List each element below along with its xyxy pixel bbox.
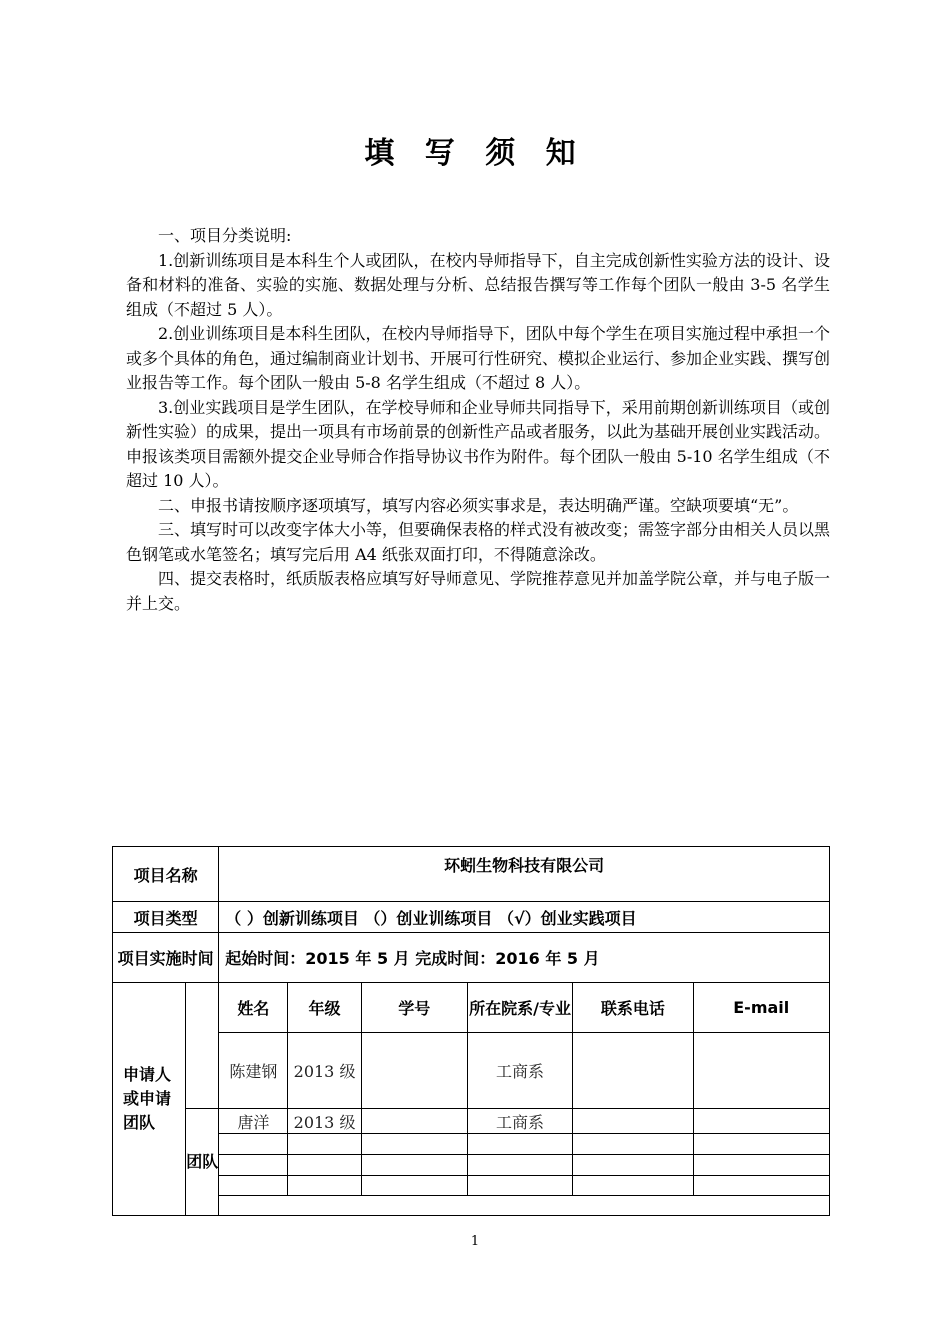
member-department: 工商系 (467, 1109, 572, 1134)
instruction-item: 三、填写时可以改变字体大小等，但要确保表格的样式没有被改变；需签字部分由相关人员以黑色钢笔或水笔签名；填写完后用 A4 纸张双面打印，不得随意涂改。 (126, 520, 831, 564)
member-email (693, 1109, 829, 1134)
instruction-item: 3.创业实践项目是学生团队，在学校导师和企业导师共同指导下，采用前期创新训练项目（或创新性实验）的成果，提出一项具有市场前景的创新性产品或者服务，以此为基础开展创业实践活动。申报该类项目需额外提交企业导师合作指导协议书作为附件。每个团队一般由 5-10 名学生组成（不超过 10 人）。 (126, 397, 831, 490)
project-type-label: 项目类型 (113, 902, 219, 933)
instruction-item: 2.创业训练项目是本科生团队，在校内导师指导下，团队中每个学生在项目实施过程中承担一个或多个具体的角色，通过编制商业计划书、开展可行性研究、模拟企业运行、参加企业实践、撰写创业报告等工作。每个团队一般由 5-8 名学生组成（不超过 8 人）。 (126, 324, 831, 392)
project-name-label: 项目名称 (113, 847, 219, 902)
period-label: 项目实施时间 (113, 933, 219, 983)
column-header: 年级 (288, 983, 361, 1033)
blank-row (219, 1196, 830, 1216)
period-value: 起始时间：2015 年 5 月 完成时间：2016 年 5 月 (219, 933, 830, 983)
column-header: 姓名 (219, 983, 288, 1033)
member-email (693, 1176, 829, 1196)
instruction-item: 四、提交表格时，纸质版表格应填写好导师意见、学院推荐意见并加盖学院公章，并与电子版一并上交。 (126, 569, 831, 613)
project-type-value: （ ）创新训练项目 （）创业训练项目 （√）创业实践项目 (219, 902, 830, 933)
member-grade: 2013 级 (288, 1109, 361, 1134)
member-grade (288, 1176, 361, 1196)
member-name (219, 1176, 288, 1196)
member-name (219, 1134, 288, 1155)
column-header: 所在院系/专业 (467, 983, 572, 1033)
project-name-value: 环蚓生物科技有限公司 (219, 847, 830, 902)
leader-department: 工商系 (467, 1033, 572, 1109)
page-number: 1 (470, 1234, 480, 1249)
member-student-id (361, 1176, 467, 1196)
team-label: 团队 (186, 1109, 219, 1216)
leader-name: 陈建钢 (219, 1033, 288, 1109)
member-name (219, 1155, 288, 1176)
member-grade (288, 1155, 361, 1176)
member-phone (573, 1176, 693, 1196)
member-email (693, 1134, 829, 1155)
instruction-heading: 一、项目分类说明: (158, 226, 292, 245)
member-department (467, 1176, 572, 1196)
applicant-label: 申请人或申请团队 (113, 983, 186, 1216)
member-student-id (361, 1109, 467, 1134)
member-email (693, 1155, 829, 1176)
leader-student-id (361, 1033, 467, 1109)
leader-email (693, 1033, 829, 1109)
instruction-item: 1.创新训练项目是本科生个人或团队，在校内导师指导下，自主完成创新性实验方法的设计、设备和材料的准备、实验的实施、数据处理与分析、总结报告撰写等工作每个团队一般由 3-5 名学生组成（不超过 5 人）。 (126, 250, 830, 319)
member-phone (573, 1134, 693, 1155)
leader-phone (573, 1033, 693, 1109)
leader-grade: 2013 级 (288, 1033, 361, 1109)
member-grade (288, 1134, 361, 1155)
member-phone (573, 1109, 693, 1134)
spacer-cell (186, 983, 219, 1109)
column-header: 联系电话 (573, 983, 693, 1033)
instructions (126, 224, 830, 616)
member-student-id (361, 1155, 467, 1176)
member-department (467, 1134, 572, 1155)
instruction-item: 二、申报书请按顺序逐项填写，填写内容必须实事求是，表达明确严谨。空缺项要填“无”。 (158, 495, 799, 515)
column-header: E-mail (693, 983, 829, 1033)
page-title: 填 写 须 知 (364, 136, 586, 171)
column-header: 学号 (361, 983, 467, 1033)
application-form-table (112, 846, 830, 1216)
member-student-id (361, 1134, 467, 1155)
member-department (467, 1155, 572, 1176)
member-name: 唐洋 (219, 1109, 288, 1134)
member-phone (573, 1155, 693, 1176)
